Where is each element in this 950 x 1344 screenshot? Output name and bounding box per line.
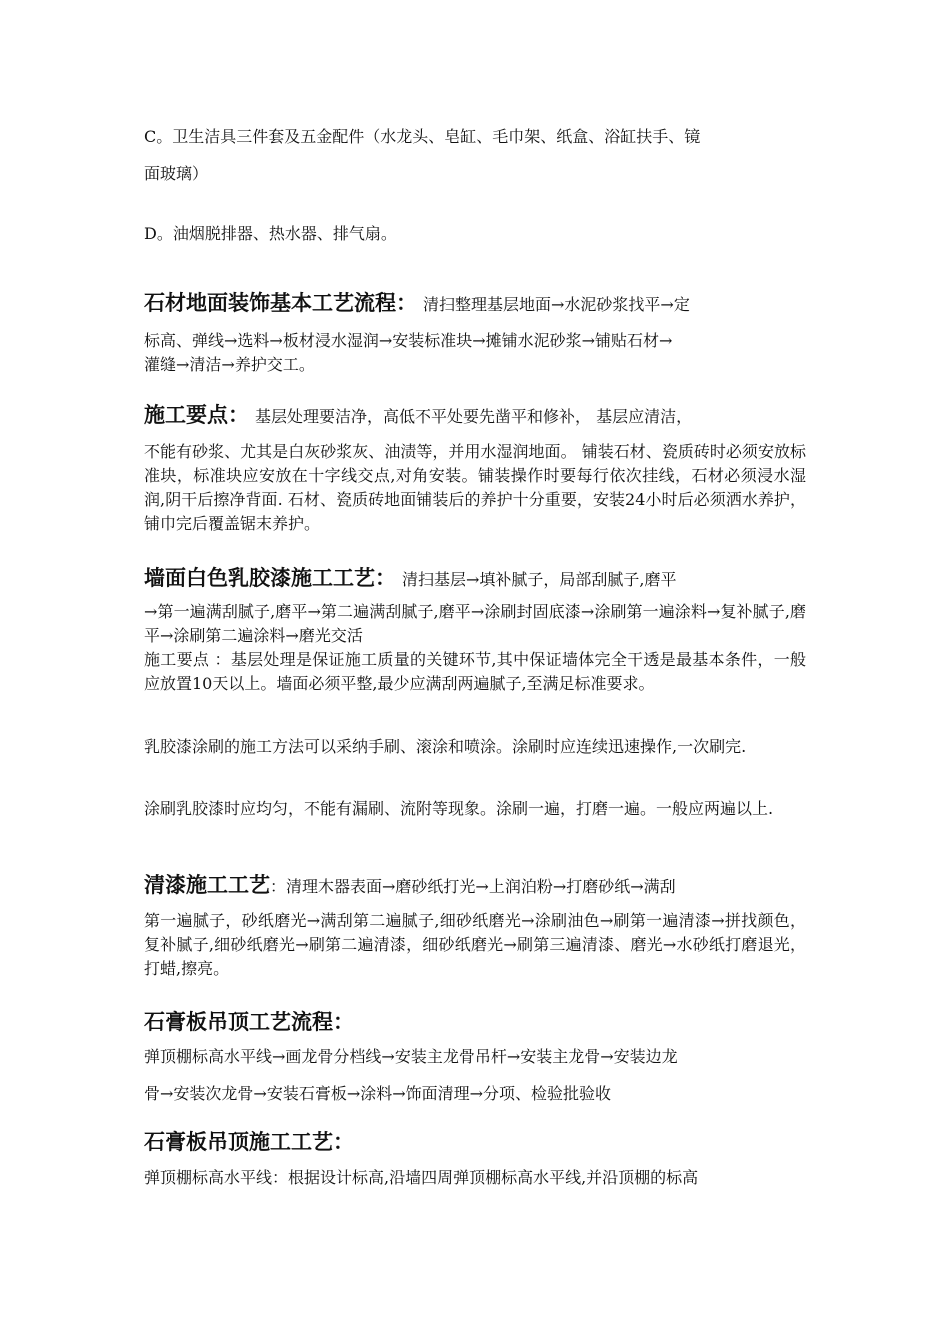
varnish-heading: 清漆施工工艺 [144, 873, 270, 897]
varnish-line1: 清理木器表面→磨砂纸打光→上润泊粉→打磨砂纸→满刮 [286, 877, 676, 896]
points-section-first-line [144, 400, 806, 432]
stone-line1: 清扫整理基层地面→水泥砂浆找平→定 [423, 295, 690, 314]
latex-method: 乳胶漆涂刷的施工方法可以采纳手刷、滚涂和喷涂。涂刷时应连续迅速操作,一次刷完. [144, 737, 747, 756]
item-c-line2: 面玻璃） [144, 164, 209, 183]
points-heading: 施工要点： [144, 403, 249, 427]
latex-line1: 清扫基层→填补腻子，局部刮腻子,磨平 [402, 570, 677, 589]
gypsum-flow-heading: 石膏板吊顶工艺流程： [144, 1010, 354, 1034]
stone-section-first-line [144, 288, 806, 320]
stone-heading: 石材地面装饰基本工艺流程： [144, 291, 417, 315]
latex-even: 涂刷乳胶漆时应均匀，不能有漏刷、流附等现象。涂刷一遍，打磨一遍。一般应两遍以上. [144, 799, 774, 818]
gypsum-flow-line1: 弹顶棚标高水平线→画龙骨分档线→安装主龙骨吊杆→安装主龙骨→安装边龙 [144, 1047, 678, 1066]
varnish-colon: ： [270, 877, 287, 896]
item-d-line: D。油烟脱排器、热水器、排气扇。 [144, 224, 397, 243]
gypsum-tech-line1: 弹顶棚标高水平线：根据设计标高,沿墙四周弹顶棚标高水平线,并沿顶棚的标高 [144, 1168, 699, 1187]
latex-section-first-line [144, 563, 806, 595]
varnish-body: 第一遍腻子，砂纸磨光→满刮第二遍腻子,细砂纸磨光→涂刷油色→刷第一遍清漆→拼找颜色，复补腻子,细砂纸磨光→刷第二遍清漆，细砂纸磨光→刷第三遍清漆、磨光→水砂纸打磨退光，打蜡,擦亮。 [144, 911, 806, 978]
stone-line2: 标高、弹线→选料→板材浸水湿润→安装标准块→摊铺水泥砂浆→铺贴石材→ [144, 331, 673, 350]
latex-heading: 墙面白色乳胶漆施工工艺： [144, 566, 396, 590]
varnish-section-first-line [144, 870, 806, 902]
gypsum-flow-line2: 骨→安装次龙骨→安装石膏板→涂料→饰面清理→分项、检验批验收 [144, 1084, 612, 1103]
latex-process: →第一遍满刮腻子,磨平→第二遍满刮腻子,磨平→涂刷封固底漆→涂刷第一遍涂料→复补腻子,磨平→涂刷第二遍涂料→磨光交活 [144, 602, 806, 645]
stone-line3: 灌缝→清洁→养护交工。 [144, 355, 315, 374]
item-c-line1: C。卫生洁具三件套及五金配件（水龙头、皂缸、毛巾架、纸盒、浴缸扶手、镜 [144, 127, 701, 146]
gypsum-tech-heading: 石膏板吊顶施工工艺： [144, 1130, 354, 1154]
points-line1: 基层处理要洁净，高低不平处要先凿平和修补， 基层应清洁， [255, 407, 693, 426]
latex-points: 施工要点 ：基层处理是保证施工质量的关键环节,其中保证墙体完全干透是最基本条件，一般应放置10天以上。墙面必须平整,最少应满刮两遍腻子,至满足标准要求。 [144, 650, 806, 693]
points-body: 不能有砂浆、尤其是白灰砂浆灰、油渍等，并用水湿润地面。 铺装石材、瓷质砖时必须安放标准块，标准块应安放在十字线交点,对角安装。铺装操作时要每行依次挂线，石材必须浸水湿润,阴干后擦净背面. 石材、瓷质砖地面铺装后的养护十分重要，安装24小时后必须洒水养护， 铺巾完后覆盖锯末养护。 [144, 442, 806, 533]
